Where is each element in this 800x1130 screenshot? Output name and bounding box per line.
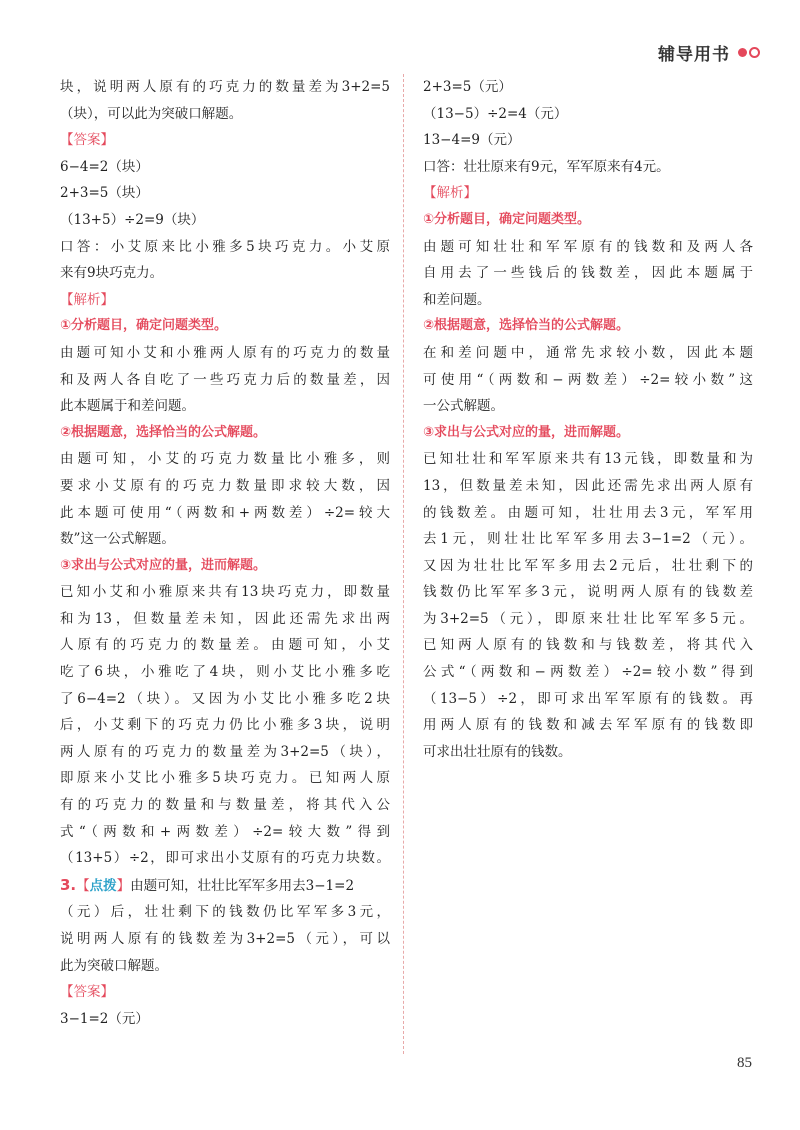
tip-bracket-open: 【 — [76, 877, 90, 894]
text-line: 即原来小艾比小雅多5块巧克力。已知两人原 — [60, 770, 390, 787]
text-line: 两人原有的巧克力的数量差为3+2=5（块）， — [60, 743, 390, 760]
column-divider — [403, 74, 404, 1054]
text-line: 6−4=2（块） — [60, 158, 149, 175]
text-line: 和及两人各自吃了一些巧克力后的数量差，因 — [60, 371, 390, 388]
question-number: 3. — [60, 875, 77, 894]
text-line: 自用去了一些钱后的钱数差，因此本题属于 — [423, 265, 753, 282]
text-line: （13−5）÷2=4（元） — [423, 105, 568, 122]
text-line: 的钱数差。由题可知，壮壮用去3元，军军用 — [423, 504, 753, 521]
text-line: 此本题属于和差问题。 — [60, 398, 195, 415]
text-line: （13+5）÷2=9（块） — [60, 211, 205, 228]
text-line: 式“（两数和+两数差）÷2=较大数”得到 — [60, 823, 390, 840]
text-line: 口答：小艾原来比小雅多5块巧克力。小艾原 — [60, 238, 390, 255]
text-line: 说明两人原有的钱数差为3+2=5（元），可以 — [60, 931, 390, 947]
section-tag: 【答案】 — [60, 132, 114, 149]
text-line: 13，但数量差未知，因此还需先求出两人原有 — [423, 477, 753, 494]
text-line: 为3+2=5（元），即原来壮壮比军军多5元。 — [423, 610, 753, 627]
text-line: 和为13，但数量差未知，因此还需先求出两 — [60, 610, 390, 627]
question-tip-line — [60, 872, 390, 900]
text-line: 后，小艾剩下的巧克力仍比小雅多3块，说明 — [60, 717, 390, 734]
text-line: 已知壮壮和军军原来共有13元钱，即数量和为 — [423, 451, 753, 468]
step-heading: ①分析题目，确定问题类型。 — [60, 318, 228, 334]
text-line: 由题可知，小艾的巧克力数量比小雅多，则 — [60, 451, 390, 468]
text-line: 由题可知小艾和小雅两人原有的巧克力的数量 — [60, 344, 390, 361]
step-heading: ②根据题意，选择恰当的公式解题。 — [60, 424, 267, 440]
text-line: 人原有的巧克力的数量差。由题可知，小艾 — [60, 637, 390, 654]
text-line: 一公式解题。 — [423, 398, 504, 415]
step-heading: ①分析题目，确定问题类型。 — [423, 211, 591, 227]
text-line: 块，说明两人原有的巧克力的数量差为3+2=5 — [60, 79, 390, 95]
text-line: 要求小艾原有的巧克力数量即求较大数，因 — [60, 477, 390, 494]
step-heading: ②根据题意，选择恰当的公式解题。 — [423, 318, 630, 334]
text-line: 口答：壮壮原来有9元，军军原来有4元。 — [423, 158, 670, 175]
text-line: 可求出壮壮原有的钱数。 — [423, 743, 572, 760]
running-header — [658, 40, 760, 65]
text-line: （13+5）÷2，即可求出小艾原有的巧克力块数。 — [60, 850, 390, 867]
text-line: 有的巧克力的数量和与数量差，将其代入公 — [60, 797, 390, 814]
book-title: 辅导用书 — [658, 45, 730, 65]
text-line: 来有9块巧克力。 — [60, 265, 164, 282]
page-number: 85 — [737, 1055, 752, 1071]
section-tag: 【解析】 — [60, 291, 114, 308]
text-line: 公式“（两数和−两数差）÷2=较小数”得到 — [423, 664, 753, 681]
text-line: 2+3=5（元） — [423, 79, 512, 95]
header-dots-icon — [738, 47, 760, 58]
tip-bracket-close: 】 — [116, 877, 131, 894]
text-line: （13−5）÷2，即可求出军军原有的钱数。再 — [423, 690, 753, 707]
text-line: 去1元，则壮壮比军军多用去3−1=2（元）。 — [423, 531, 753, 548]
text-line: 13−4=9（元） — [423, 132, 521, 149]
text-line: 用两人原有的钱数和减去军军原有的钱数即 — [423, 717, 753, 734]
tip-label: 点拨 — [89, 877, 117, 894]
text-line: 和差问题。 — [423, 291, 491, 308]
text-line: 2+3=5（块） — [60, 185, 149, 202]
step-heading: ③求出与公式对应的量，进而解题。 — [60, 557, 267, 573]
text-line: （元）后，壮壮剩下的钱数仍比军军多3元， — [60, 904, 390, 921]
text-line: 此为突破口解题。 — [60, 957, 168, 974]
text-line: 3−1=2（元） — [60, 1010, 149, 1027]
text-line: 在和差问题中，通常先求较小数，因此本题 — [423, 344, 753, 361]
tip-text: 由题可知，壮壮比军军多用去3−1=2 — [130, 877, 355, 894]
section-tag: 【解析】 — [423, 185, 477, 202]
text-line: 吃了6块，小雅吃了4块，则小艾比小雅多吃 — [60, 664, 390, 681]
text-line: 可使用“（两数和−两数差）÷2=较小数”这 — [423, 371, 753, 388]
text-line: 数”这一公式解题。 — [60, 531, 175, 548]
text-line: 钱数仍比军军多3元，说明两人原有的钱数差 — [423, 584, 753, 601]
section-tag: 【答案】 — [60, 984, 114, 1001]
text-line: 由题可知壮壮和军军原有的钱数和及两人各 — [423, 238, 753, 255]
left-column — [60, 74, 390, 1032]
text-line: 又因为壮壮比军军多用去2元后，壮壮剩下的 — [423, 557, 753, 574]
text-line: 已知小艾和小雅原来共有13块巧克力，即数量 — [60, 584, 390, 601]
text-line: 此本题可使用“（两数和+两数差）÷2=较大 — [60, 504, 390, 521]
text-line: （块），可以此为突破口解题。 — [60, 105, 243, 122]
text-line: 已知两人原有的钱数和与钱数差，将其代入 — [423, 637, 753, 654]
right-column — [423, 74, 753, 765]
text-line: 了6−4=2（块）。又因为小艾比小雅多吃2块 — [60, 690, 390, 707]
step-heading: ③求出与公式对应的量，进而解题。 — [423, 424, 630, 440]
